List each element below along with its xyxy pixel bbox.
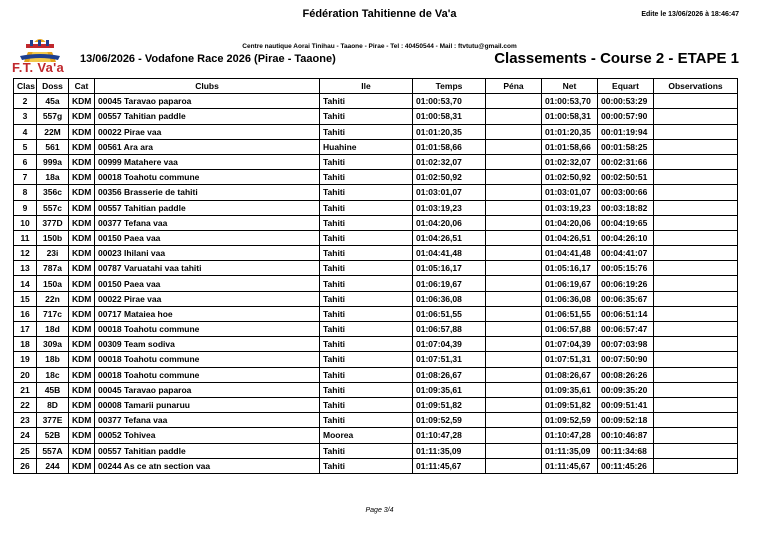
cell-ile: Tahiti bbox=[320, 397, 413, 412]
cell-cat: KDM bbox=[69, 94, 95, 109]
cell-temps: 01:06:57,88 bbox=[413, 322, 486, 337]
table-row bbox=[14, 382, 738, 397]
cell-equart: 00:11:34:68 bbox=[598, 443, 654, 458]
cell-ile: Tahiti bbox=[320, 246, 413, 261]
results-table bbox=[13, 78, 738, 474]
cell-pena bbox=[486, 276, 542, 291]
cell-clas: 4 bbox=[14, 124, 37, 139]
column-header-temps: Temps bbox=[413, 79, 486, 94]
table-row bbox=[14, 322, 738, 337]
cell-temps: 01:02:32,07 bbox=[413, 154, 486, 169]
table-row bbox=[14, 200, 738, 215]
cell-doss: 18d bbox=[37, 322, 69, 337]
cell-doss: 557g bbox=[37, 109, 69, 124]
cell-observations bbox=[654, 443, 738, 458]
cell-clubs: 00022 Pirae vaa bbox=[95, 291, 320, 306]
cell-ile: Tahiti bbox=[320, 276, 413, 291]
cell-observations bbox=[654, 428, 738, 443]
column-header-ile: Ile bbox=[320, 79, 413, 94]
cell-pena bbox=[486, 428, 542, 443]
cell-doss: 18b bbox=[37, 352, 69, 367]
cell-clas: 8 bbox=[14, 185, 37, 200]
cell-cat: KDM bbox=[69, 306, 95, 321]
cell-ile: Tahiti bbox=[320, 352, 413, 367]
cell-pena bbox=[486, 291, 542, 306]
cell-temps: 01:03:01,07 bbox=[413, 185, 486, 200]
cell-cat: KDM bbox=[69, 139, 95, 154]
table-row bbox=[14, 367, 738, 382]
table-row bbox=[14, 94, 738, 109]
cell-pena bbox=[486, 109, 542, 124]
cell-doss: 557A bbox=[37, 443, 69, 458]
cell-equart: 00:05:15:76 bbox=[598, 261, 654, 276]
cell-clas: 7 bbox=[14, 170, 37, 185]
cell-doss: 557c bbox=[37, 200, 69, 215]
cell-cat: KDM bbox=[69, 185, 95, 200]
table-row bbox=[14, 185, 738, 200]
cell-cat: KDM bbox=[69, 352, 95, 367]
cell-net: 01:09:51,82 bbox=[542, 397, 598, 412]
cell-equart: 00:09:35:20 bbox=[598, 382, 654, 397]
column-header-pena: Péna bbox=[486, 79, 542, 94]
cell-observations bbox=[654, 291, 738, 306]
cell-equart: 00:04:26:10 bbox=[598, 230, 654, 245]
cell-clas: 11 bbox=[14, 230, 37, 245]
cell-net: 01:00:53,70 bbox=[542, 94, 598, 109]
cell-equart: 00:11:45:26 bbox=[598, 458, 654, 473]
cell-pena bbox=[486, 443, 542, 458]
cell-net: 01:03:19,23 bbox=[542, 200, 598, 215]
cell-doss: 999a bbox=[37, 154, 69, 169]
table-row bbox=[14, 428, 738, 443]
cell-pena bbox=[486, 337, 542, 352]
cell-observations bbox=[654, 109, 738, 124]
cell-temps: 01:07:04,39 bbox=[413, 337, 486, 352]
centre-info: Centre nautique Aorai Tinihau - Taaone - Pirae - Tel : 40450544 - Mail : ftvtutu@gmail.com bbox=[242, 43, 517, 50]
cell-cat: KDM bbox=[69, 154, 95, 169]
table-row bbox=[14, 458, 738, 473]
cell-observations bbox=[654, 94, 738, 109]
cell-clas: 6 bbox=[14, 154, 37, 169]
cell-doss: 8D bbox=[37, 397, 69, 412]
cell-temps: 01:04:41,48 bbox=[413, 246, 486, 261]
cell-clas: 22 bbox=[14, 397, 37, 412]
cell-temps: 01:09:35,61 bbox=[413, 382, 486, 397]
cell-temps: 01:11:35,09 bbox=[413, 443, 486, 458]
cell-equart: 00:03:00:66 bbox=[598, 185, 654, 200]
column-header-clas: Clas bbox=[14, 79, 37, 94]
cell-pena bbox=[486, 397, 542, 412]
cell-pena bbox=[486, 413, 542, 428]
cell-observations bbox=[654, 322, 738, 337]
cell-cat: KDM bbox=[69, 428, 95, 443]
cell-ile: Tahiti bbox=[320, 185, 413, 200]
cell-observations bbox=[654, 306, 738, 321]
table-row bbox=[14, 230, 738, 245]
cell-pena bbox=[486, 458, 542, 473]
cell-clubs: 00150 Paea vaa bbox=[95, 276, 320, 291]
cell-temps: 01:00:53,70 bbox=[413, 94, 486, 109]
cell-equart: 00:00:57:90 bbox=[598, 109, 654, 124]
cell-pena bbox=[486, 185, 542, 200]
cell-doss: 22M bbox=[37, 124, 69, 139]
cell-temps: 01:02:50,92 bbox=[413, 170, 486, 185]
cell-ile: Tahiti bbox=[320, 382, 413, 397]
cell-clas: 10 bbox=[14, 215, 37, 230]
cell-clas: 17 bbox=[14, 322, 37, 337]
table-row bbox=[14, 215, 738, 230]
table-row bbox=[14, 109, 738, 124]
cell-clubs: 00999 Matahere vaa bbox=[95, 154, 320, 169]
cell-equart: 00:09:51:41 bbox=[598, 397, 654, 412]
cell-observations bbox=[654, 413, 738, 428]
cell-pena bbox=[486, 246, 542, 261]
column-header-clubs: Clubs bbox=[95, 79, 320, 94]
cell-temps: 01:03:19,23 bbox=[413, 200, 486, 215]
cell-observations bbox=[654, 337, 738, 352]
cell-doss: 150a bbox=[37, 276, 69, 291]
cell-clas: 12 bbox=[14, 246, 37, 261]
cell-temps: 01:10:47,28 bbox=[413, 428, 486, 443]
cell-net: 01:04:26,51 bbox=[542, 230, 598, 245]
cell-clas: 14 bbox=[14, 276, 37, 291]
cell-doss: 377D bbox=[37, 215, 69, 230]
cell-temps: 01:07:51,31 bbox=[413, 352, 486, 367]
cell-clubs: 00557 Tahitian paddle bbox=[95, 109, 320, 124]
cell-clubs: 00561 Ara ara bbox=[95, 139, 320, 154]
cell-cat: KDM bbox=[69, 230, 95, 245]
cell-net: 01:01:20,35 bbox=[542, 124, 598, 139]
cell-doss: 45a bbox=[37, 94, 69, 109]
cell-equart: 00:02:50:51 bbox=[598, 170, 654, 185]
cell-doss: 377E bbox=[37, 413, 69, 428]
cell-equart: 00:07:03:98 bbox=[598, 337, 654, 352]
cell-observations bbox=[654, 170, 738, 185]
cell-clubs: 00377 Tefana vaa bbox=[95, 215, 320, 230]
cell-net: 01:02:32,07 bbox=[542, 154, 598, 169]
cell-ile: Tahiti bbox=[320, 367, 413, 382]
cell-pena bbox=[486, 261, 542, 276]
cell-clas: 26 bbox=[14, 458, 37, 473]
cell-clas: 5 bbox=[14, 139, 37, 154]
cell-doss: 150b bbox=[37, 230, 69, 245]
cell-clas: 24 bbox=[14, 428, 37, 443]
cell-cat: KDM bbox=[69, 291, 95, 306]
cell-ile: Tahiti bbox=[320, 322, 413, 337]
cell-pena bbox=[486, 170, 542, 185]
cell-observations bbox=[654, 124, 738, 139]
cell-observations bbox=[654, 397, 738, 412]
cell-observations bbox=[654, 367, 738, 382]
cell-pena bbox=[486, 382, 542, 397]
logo-text: F.T. Va'a bbox=[12, 60, 65, 75]
cell-temps: 01:09:51,82 bbox=[413, 397, 486, 412]
table-row bbox=[14, 352, 738, 367]
cell-cat: KDM bbox=[69, 276, 95, 291]
cell-clas: 19 bbox=[14, 352, 37, 367]
cell-temps: 01:01:20,35 bbox=[413, 124, 486, 139]
cell-observations bbox=[654, 246, 738, 261]
cell-net: 01:07:51,31 bbox=[542, 352, 598, 367]
cell-equart: 00:07:50:90 bbox=[598, 352, 654, 367]
table-header-row bbox=[14, 79, 738, 94]
edited-timestamp: Edite le 13/06/2026 à 18:46:47 bbox=[641, 11, 739, 18]
cell-clubs: 00717 Mataiea hoe bbox=[95, 306, 320, 321]
cell-net: 01:10:47,28 bbox=[542, 428, 598, 443]
cell-equart: 00:02:31:66 bbox=[598, 154, 654, 169]
page-number: Page 3/4 bbox=[365, 507, 394, 514]
cell-pena bbox=[486, 124, 542, 139]
cell-ile: Moorea bbox=[320, 428, 413, 443]
cell-clubs: 00023 Ihilani vaa bbox=[95, 246, 320, 261]
cell-clubs: 00787 Varuatahi vaa tahiti bbox=[95, 261, 320, 276]
column-header-observations: Observations bbox=[654, 79, 738, 94]
cell-net: 01:07:04,39 bbox=[542, 337, 598, 352]
cell-cat: KDM bbox=[69, 246, 95, 261]
cell-clubs: 00052 Tohivea bbox=[95, 428, 320, 443]
cell-observations bbox=[654, 230, 738, 245]
cell-pena bbox=[486, 306, 542, 321]
cell-temps: 01:09:52,59 bbox=[413, 413, 486, 428]
cell-cat: KDM bbox=[69, 215, 95, 230]
cell-pena bbox=[486, 230, 542, 245]
table-row bbox=[14, 246, 738, 261]
cell-cat: KDM bbox=[69, 200, 95, 215]
cell-doss: 787a bbox=[37, 261, 69, 276]
cell-ile: Tahiti bbox=[320, 200, 413, 215]
cell-doss: 309a bbox=[37, 337, 69, 352]
cell-cat: KDM bbox=[69, 124, 95, 139]
cell-ile: Tahiti bbox=[320, 291, 413, 306]
cell-observations bbox=[654, 215, 738, 230]
cell-clubs: 00018 Toahotu commune bbox=[95, 352, 320, 367]
cell-clubs: 00045 Taravao paparoa bbox=[95, 94, 320, 109]
cell-net: 01:08:26,67 bbox=[542, 367, 598, 382]
cell-clubs: 00018 Toahotu commune bbox=[95, 322, 320, 337]
cell-clubs: 00045 Taravao paparoa bbox=[95, 382, 320, 397]
cell-temps: 01:11:45,67 bbox=[413, 458, 486, 473]
cell-clas: 16 bbox=[14, 306, 37, 321]
column-header-doss: Doss bbox=[37, 79, 69, 94]
cell-cat: KDM bbox=[69, 322, 95, 337]
cell-pena bbox=[486, 94, 542, 109]
cell-cat: KDM bbox=[69, 458, 95, 473]
table-row bbox=[14, 306, 738, 321]
cell-doss: 717c bbox=[37, 306, 69, 321]
cell-net: 01:00:58,31 bbox=[542, 109, 598, 124]
cell-equart: 00:06:35:67 bbox=[598, 291, 654, 306]
cell-net: 01:06:51,55 bbox=[542, 306, 598, 321]
cell-observations bbox=[654, 139, 738, 154]
cell-doss: 23i bbox=[37, 246, 69, 261]
cell-equart: 00:09:52:18 bbox=[598, 413, 654, 428]
table-row bbox=[14, 397, 738, 412]
cell-cat: KDM bbox=[69, 337, 95, 352]
cell-doss: 244 bbox=[37, 458, 69, 473]
cell-equart: 00:01:58:25 bbox=[598, 139, 654, 154]
cell-cat: KDM bbox=[69, 443, 95, 458]
cell-net: 01:11:35,09 bbox=[542, 443, 598, 458]
cell-temps: 01:04:20,06 bbox=[413, 215, 486, 230]
cell-net: 01:05:16,17 bbox=[542, 261, 598, 276]
cell-ile: Tahiti bbox=[320, 458, 413, 473]
cell-clas: 25 bbox=[14, 443, 37, 458]
cell-net: 01:09:52,59 bbox=[542, 413, 598, 428]
table-row bbox=[14, 261, 738, 276]
cell-pena bbox=[486, 154, 542, 169]
cell-equart: 00:04:41:07 bbox=[598, 246, 654, 261]
cell-pena bbox=[486, 215, 542, 230]
cell-temps: 01:08:26,67 bbox=[413, 367, 486, 382]
cell-clas: 21 bbox=[14, 382, 37, 397]
cell-cat: KDM bbox=[69, 413, 95, 428]
cell-pena bbox=[486, 200, 542, 215]
cell-doss: 561 bbox=[37, 139, 69, 154]
cell-observations bbox=[654, 276, 738, 291]
cell-clubs: 00022 Pirae vaa bbox=[95, 124, 320, 139]
cell-doss: 18a bbox=[37, 170, 69, 185]
cell-clas: 15 bbox=[14, 291, 37, 306]
cell-ile: Huahine bbox=[320, 139, 413, 154]
cell-observations bbox=[654, 154, 738, 169]
cell-clas: 23 bbox=[14, 413, 37, 428]
cell-equart: 00:00:53:29 bbox=[598, 94, 654, 109]
cell-net: 01:02:50,92 bbox=[542, 170, 598, 185]
cell-cat: KDM bbox=[69, 382, 95, 397]
cell-ile: Tahiti bbox=[320, 230, 413, 245]
table-row bbox=[14, 443, 738, 458]
cell-ile: Tahiti bbox=[320, 337, 413, 352]
cell-clas: 20 bbox=[14, 367, 37, 382]
cell-clubs: 00150 Paea vaa bbox=[95, 230, 320, 245]
cell-temps: 01:04:26,51 bbox=[413, 230, 486, 245]
cell-pena bbox=[486, 322, 542, 337]
cell-equart: 00:01:19:94 bbox=[598, 124, 654, 139]
cell-temps: 01:06:19,67 bbox=[413, 276, 486, 291]
cell-clubs: 00557 Tahitian paddle bbox=[95, 200, 320, 215]
cell-cat: KDM bbox=[69, 397, 95, 412]
cell-clubs: 00008 Tamarii punaruu bbox=[95, 397, 320, 412]
cell-equart: 00:06:51:14 bbox=[598, 306, 654, 321]
cell-ile: Tahiti bbox=[320, 170, 413, 185]
cell-ile: Tahiti bbox=[320, 443, 413, 458]
cell-doss: 356c bbox=[37, 185, 69, 200]
cell-observations bbox=[654, 382, 738, 397]
cell-clubs: 00557 Tahitian paddle bbox=[95, 443, 320, 458]
cell-equart: 00:06:19:26 bbox=[598, 276, 654, 291]
cell-ile: Tahiti bbox=[320, 413, 413, 428]
race-title: 13/06/2026 - Vodafone Race 2026 (Pirae - Taaone) bbox=[80, 53, 336, 65]
cell-equart: 00:08:26:26 bbox=[598, 367, 654, 382]
column-header-equart: Equart bbox=[598, 79, 654, 94]
cell-temps: 01:00:58,31 bbox=[413, 109, 486, 124]
cell-clas: 18 bbox=[14, 337, 37, 352]
cell-temps: 01:06:51,55 bbox=[413, 306, 486, 321]
table-row bbox=[14, 291, 738, 306]
cell-cat: KDM bbox=[69, 170, 95, 185]
cell-clas: 13 bbox=[14, 261, 37, 276]
table-row bbox=[14, 337, 738, 352]
table-row bbox=[14, 170, 738, 185]
cell-observations bbox=[654, 352, 738, 367]
cell-clubs: 00018 Toahotu commune bbox=[95, 170, 320, 185]
cell-ile: Tahiti bbox=[320, 215, 413, 230]
table-row bbox=[14, 139, 738, 154]
cell-clas: 3 bbox=[14, 109, 37, 124]
column-header-cat: Cat bbox=[69, 79, 95, 94]
cell-ile: Tahiti bbox=[320, 261, 413, 276]
cell-clubs: 00356 Brasserie de tahiti bbox=[95, 185, 320, 200]
cell-net: 01:09:35,61 bbox=[542, 382, 598, 397]
table-row bbox=[14, 124, 738, 139]
federation-title: Fédération Tahitienne de Va'a bbox=[302, 8, 457, 20]
cell-equart: 00:06:57:47 bbox=[598, 322, 654, 337]
cell-equart: 00:04:19:65 bbox=[598, 215, 654, 230]
cell-pena bbox=[486, 352, 542, 367]
table-row bbox=[14, 154, 738, 169]
cell-clubs: 00018 Toahotu commune bbox=[95, 367, 320, 382]
table-row bbox=[14, 276, 738, 291]
cell-net: 01:04:20,06 bbox=[542, 215, 598, 230]
cell-observations bbox=[654, 185, 738, 200]
cell-clas: 9 bbox=[14, 200, 37, 215]
cell-net: 01:06:36,08 bbox=[542, 291, 598, 306]
cell-net: 01:06:57,88 bbox=[542, 322, 598, 337]
column-header-net: Net bbox=[542, 79, 598, 94]
cell-clas: 2 bbox=[14, 94, 37, 109]
cell-ile: Tahiti bbox=[320, 306, 413, 321]
table-row bbox=[14, 413, 738, 428]
cell-observations bbox=[654, 261, 738, 276]
cell-ile: Tahiti bbox=[320, 154, 413, 169]
cell-doss: 45B bbox=[37, 382, 69, 397]
cell-net: 01:04:41,48 bbox=[542, 246, 598, 261]
cell-doss: 52B bbox=[37, 428, 69, 443]
cell-observations bbox=[654, 200, 738, 215]
cell-doss: 18c bbox=[37, 367, 69, 382]
cell-clubs: 00309 Team sodiva bbox=[95, 337, 320, 352]
classement-title: Classements - Course 2 - ETAPE 1 bbox=[494, 50, 739, 67]
cell-ile: Tahiti bbox=[320, 124, 413, 139]
cell-ile: Tahiti bbox=[320, 109, 413, 124]
cell-pena bbox=[486, 367, 542, 382]
cell-clubs: 00244 As ce atn section vaa bbox=[95, 458, 320, 473]
cell-pena bbox=[486, 139, 542, 154]
cell-temps: 01:05:16,17 bbox=[413, 261, 486, 276]
cell-equart: 00:10:46:87 bbox=[598, 428, 654, 443]
cell-ile: Tahiti bbox=[320, 94, 413, 109]
cell-cat: KDM bbox=[69, 367, 95, 382]
cell-equart: 00:03:18:82 bbox=[598, 200, 654, 215]
cell-net: 01:03:01,07 bbox=[542, 185, 598, 200]
cell-doss: 22n bbox=[37, 291, 69, 306]
cell-temps: 01:06:36,08 bbox=[413, 291, 486, 306]
cell-net: 01:01:58,66 bbox=[542, 139, 598, 154]
cell-cat: KDM bbox=[69, 109, 95, 124]
cell-temps: 01:01:58,66 bbox=[413, 139, 486, 154]
cell-clubs: 00377 Tefana vaa bbox=[95, 413, 320, 428]
cell-cat: KDM bbox=[69, 261, 95, 276]
cell-net: 01:06:19,67 bbox=[542, 276, 598, 291]
cell-net: 01:11:45,67 bbox=[542, 458, 598, 473]
cell-observations bbox=[654, 458, 738, 473]
